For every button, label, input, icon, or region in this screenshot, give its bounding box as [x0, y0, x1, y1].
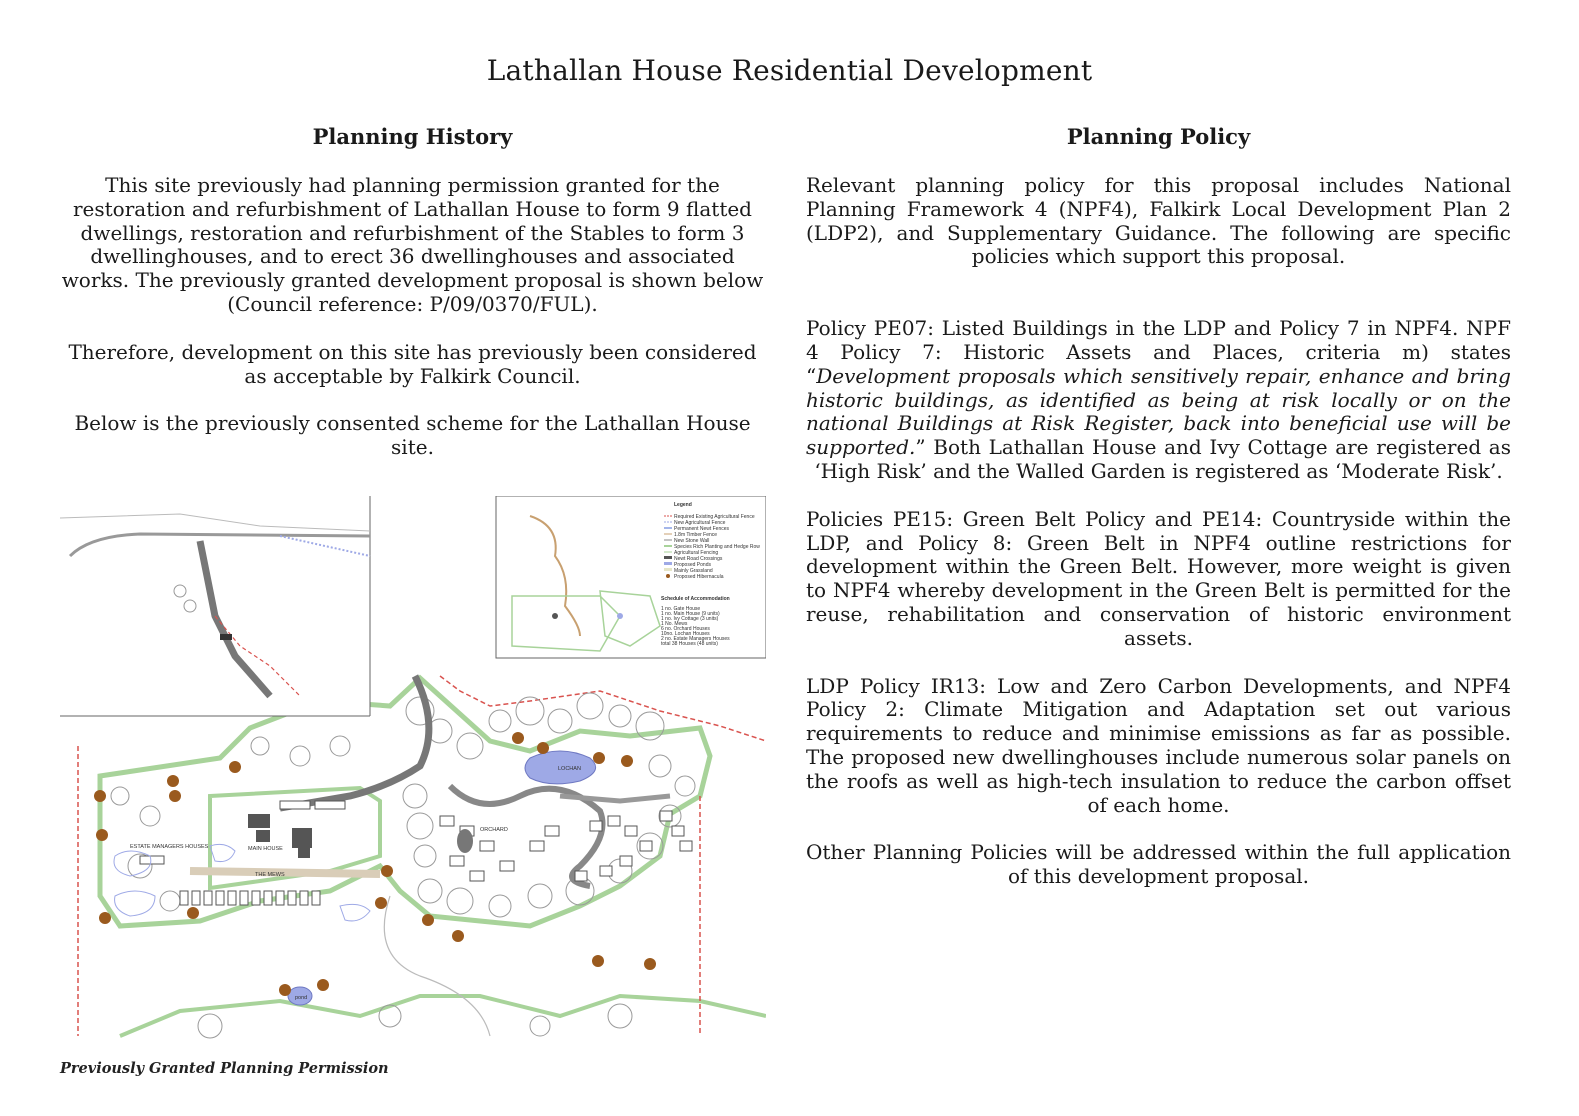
legend-item: Required Existing Agricultural Fence: [674, 514, 755, 520]
legend-item: Permanent Newt Fences: [674, 526, 730, 532]
schedule-title: Schedule of Accommodation: [661, 596, 730, 602]
policy-text: ” Both Lathallan House and Ivy Cottage are registered as ‘High Risk’ and the Walled Garden is registered as ‘Moderate Risk’.: [814, 435, 1511, 483]
schedule-item: 1 no. Gate House: [661, 606, 701, 612]
access-road-inset: [60, 496, 370, 716]
policy-text: Policy PE07: Listed Buildings in the LDP and Policy 7 in NPF4. NPF 4 Policy 7: Historic Assets and Places, criteria m) states “: [806, 316, 1511, 388]
schedule-item: 1 no. Main House (9 units): [661, 611, 720, 617]
label-pond: pond: [295, 995, 308, 1001]
label-lochan: LOCHAN: [558, 766, 581, 772]
schedule-item: 10no. Lochan Houses: [661, 631, 710, 637]
label-the-mews: THE MEWS: [255, 872, 285, 878]
schedule-item: total 38 Houses (48 units): [661, 641, 718, 647]
mews-road: [190, 871, 380, 874]
planning-history-text: [60, 174, 765, 484]
schedule-item: 2 no. Estate Managers Houses: [661, 636, 730, 642]
legend-item: Proposed Ponds: [674, 562, 711, 568]
planning-policy-text: [806, 174, 1511, 913]
policy-paragraph-pe07: [806, 317, 1511, 484]
legend-item: Species Rich Planting and Hedge Row: [674, 544, 760, 550]
planning-history-heading: Planning History: [312, 124, 513, 149]
history-paragraph: This site previously had planning permission granted for the restoration and refurbishment of Lathallan House to form 9 flatted dwellings, restoration and refurbishment of the Stables to form 3 dwellinghouses, and to erect 36 dwellinghouses and associated works. The previously granted development proposal is shown below (Council reference: P/09/0370/FUL).: [61, 173, 764, 316]
legend-inset: [496, 496, 766, 658]
site-plan-figure: [60, 496, 766, 1048]
policy-paragraph-carbon: LDP Policy IR13: Low and Zero Carbon Developments, and NPF4 Policy 2: Climate Mitigation and Adaptation set out various requirements to reduce and minimise emissions as far as possible. The proposed new dwellinghouses include numerous solar panels on the roofs as well as high-tech insulation to reduce the carbon offset of each home.: [806, 673, 1511, 817]
schedule-item: 6 no. Orchard Houses: [661, 626, 710, 632]
planning-policy-heading: Planning Policy: [1066, 124, 1251, 149]
schedule-item: 1 No. Mews: [661, 621, 688, 627]
legend-item: New Agricultural Fence: [674, 520, 726, 526]
label-orchard: ORCHARD: [480, 827, 508, 833]
schedule-item: 1 no. Ivy Cottage (3 units): [661, 616, 719, 622]
legend-item: Proposed Hibernacula: [674, 574, 724, 580]
legend-item: Agricultural Fencing: [674, 550, 719, 556]
history-paragraph: Therefore, development on this site has previously been considered as acceptable by Falkirk Council.: [68, 339, 757, 388]
history-paragraph: Below is the previously consented scheme for the Lathallan House site.: [74, 411, 751, 460]
policy-quote: Development proposals which sensitively repair, enhance and bring historic buildings, as identified as being at risk locally or on the national Buildings at Risk Register, back into beneficial use will be supported.: [806, 363, 1511, 460]
label-main-house: MAIN HOUSE: [248, 846, 283, 852]
policy-paragraph: Relevant planning policy for this proposal includes National Planning Framework 4 (NPF4), Falkirk Local Development Plan 2 (LDP2), and Supplementary Guidance. The following are specific policies which support this proposal.: [806, 173, 1511, 269]
policy-paragraph-green-belt: Policies PE15: Green Belt Policy and PE14: Countryside within the LDP, and Policy 8: Green Belt in NPF4 outline restrictions for development within the Green Belt. However, more weight is given to NPF4 whereby development in the Green Belt is permitted for the reuse, rehabilitation and conservation of historic environment assets.: [806, 506, 1511, 650]
label-estate-managers: ESTATE MANAGERS HOUSES: [130, 844, 209, 850]
legend-item: Mainly Grassland: [674, 568, 713, 574]
legend-title: Legend: [674, 502, 692, 508]
policy-paragraph-other: Other Planning Policies will be addressed within the full application of this development proposal.: [806, 840, 1511, 889]
site-plan-drawing: [60, 496, 766, 1048]
legend-item: Newt Road Crossings: [674, 556, 723, 562]
legend-item: 1.8m Timber Fence: [674, 532, 718, 538]
page-title: Lathallan House Residential Development: [486, 54, 1093, 87]
legend-item: New Stone Wall: [674, 538, 710, 544]
orchard-turning-head: [457, 829, 473, 853]
figure-caption: Previously Granted Planning Permission: [60, 1060, 389, 1077]
